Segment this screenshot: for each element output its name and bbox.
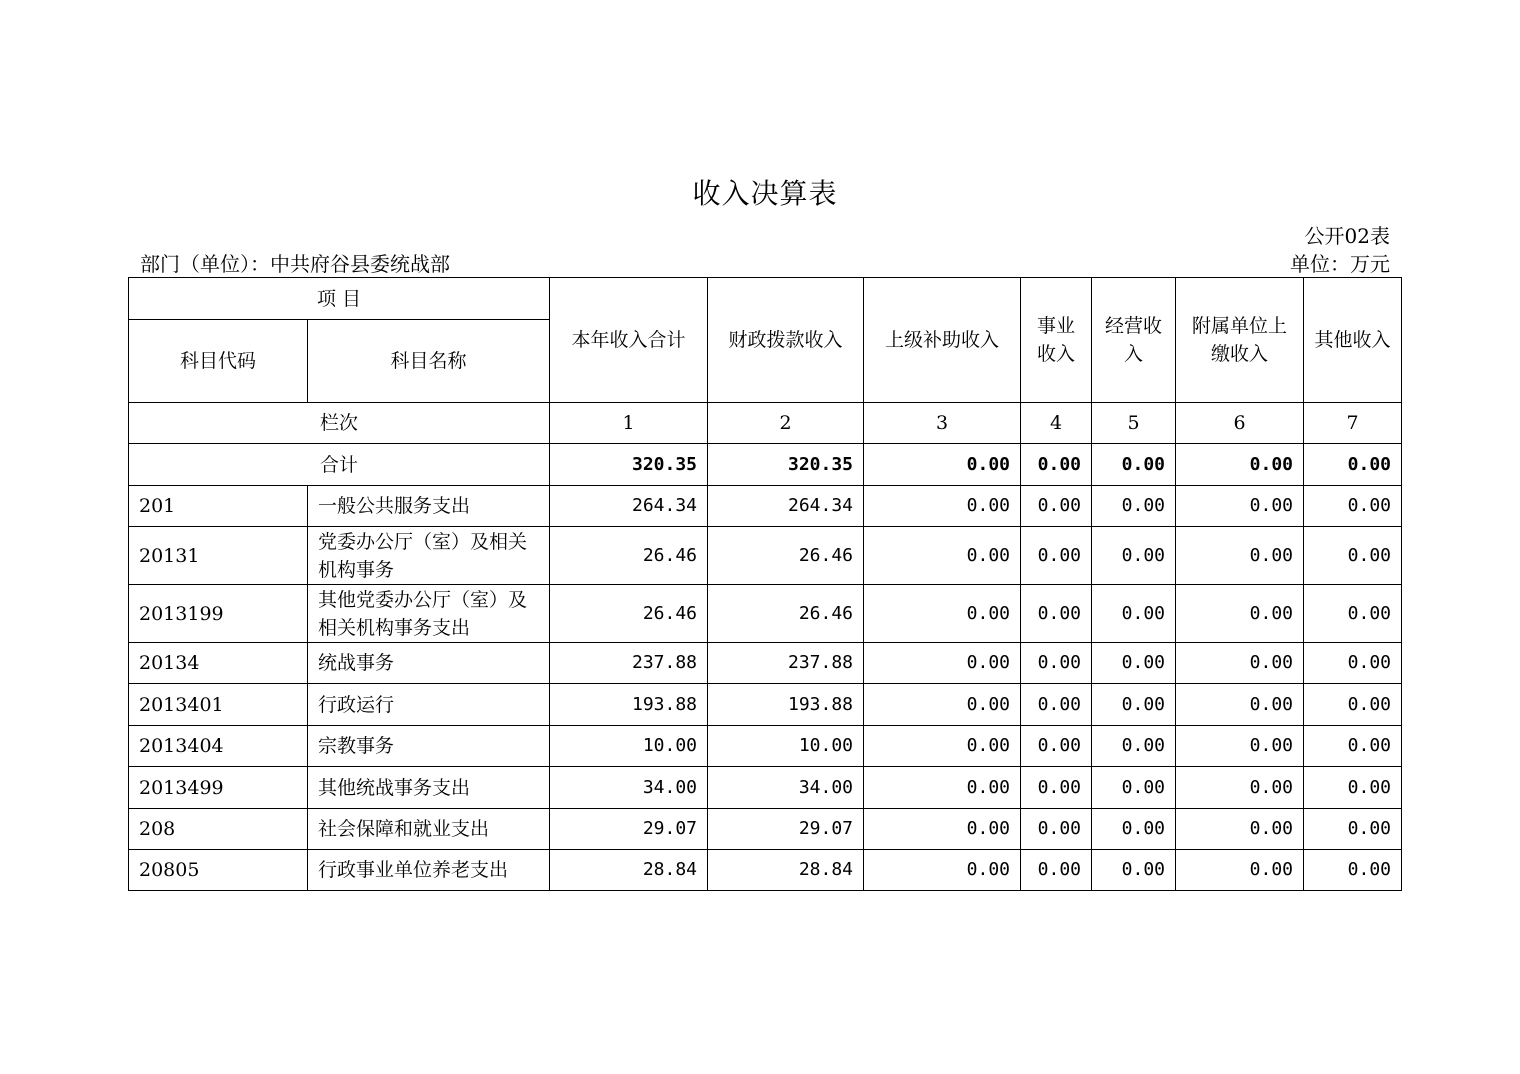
- amount-cell: 0.00: [1304, 726, 1402, 767]
- table-row: [129, 527, 1402, 585]
- column-number: 4: [1021, 403, 1092, 444]
- amount-cell: 0.00: [1092, 585, 1176, 643]
- income-table: [128, 277, 1402, 891]
- amount-cell: 0.00: [864, 585, 1021, 643]
- header-project: 项 目: [129, 278, 550, 320]
- amount-cell: 0.00: [864, 527, 1021, 585]
- column-number: 7: [1304, 403, 1402, 444]
- subject-name: 统战事务: [308, 643, 550, 684]
- amount-cell: 237.88: [708, 643, 864, 684]
- amount-cell: 0.00: [864, 809, 1021, 850]
- amount-cell: 26.46: [708, 585, 864, 643]
- unit-label: 单位：万元: [1290, 252, 1390, 276]
- amount-cell: 0.00: [1021, 643, 1092, 684]
- subject-name: 党委办公厅（室）及相关机构事务: [308, 527, 550, 585]
- amount-cell: 10.00: [708, 726, 864, 767]
- amount-cell: 237.88: [550, 643, 708, 684]
- subject-code: 20131: [129, 527, 308, 585]
- column-number: 2: [708, 403, 864, 444]
- amount-cell: 10.00: [550, 726, 708, 767]
- subject-code: 208: [129, 809, 308, 850]
- table-row: [129, 643, 1402, 684]
- header-superior-subsidy: 上级补助收入: [864, 278, 1021, 403]
- column-number: 3: [864, 403, 1021, 444]
- amount-cell: 0.00: [1176, 809, 1304, 850]
- amount-cell: 0.00: [1304, 585, 1402, 643]
- subject-code: 2013404: [129, 726, 308, 767]
- amount-cell: 0.00: [1092, 684, 1176, 726]
- amount-cell: 0.00: [1176, 850, 1304, 891]
- amount-cell: 29.07: [550, 809, 708, 850]
- total-label: 合计: [129, 444, 550, 486]
- amount-cell: 0.00: [1176, 643, 1304, 684]
- amount-cell: 0.00: [1176, 767, 1304, 809]
- subject-code: 20134: [129, 643, 308, 684]
- amount-cell: 29.07: [708, 809, 864, 850]
- page-title: 收入决算表: [692, 177, 838, 210]
- amount-cell: 0.00: [1021, 486, 1092, 527]
- amount-cell: 28.84: [550, 850, 708, 891]
- amount-cell: 0.00: [1021, 850, 1092, 891]
- amount-cell: 193.88: [550, 684, 708, 726]
- total-value: 320.35: [550, 444, 708, 486]
- amount-cell: 0.00: [1021, 684, 1092, 726]
- column-number: 6: [1176, 403, 1304, 444]
- total-value: 0.00: [1092, 444, 1176, 486]
- table-row: [129, 726, 1402, 767]
- amount-cell: 0.00: [1021, 809, 1092, 850]
- subject-code: 2013401: [129, 684, 308, 726]
- amount-cell: 0.00: [1304, 850, 1402, 891]
- header-total-income: 本年收入合计: [550, 278, 708, 403]
- total-value: 0.00: [864, 444, 1021, 486]
- amount-cell: 0.00: [1176, 585, 1304, 643]
- amount-cell: 0.00: [864, 643, 1021, 684]
- table-row: [129, 585, 1402, 643]
- column-number: 5: [1092, 403, 1176, 444]
- subject-name: 宗教事务: [308, 726, 550, 767]
- total-value: 0.00: [1304, 444, 1402, 486]
- amount-cell: 0.00: [864, 684, 1021, 726]
- total-row: [129, 444, 1402, 486]
- amount-cell: 26.46: [550, 527, 708, 585]
- amount-cell: 264.34: [708, 486, 864, 527]
- amount-cell: 0.00: [864, 767, 1021, 809]
- amount-cell: 0.00: [1092, 809, 1176, 850]
- header-operating-income: 经营收入: [1092, 278, 1176, 403]
- table-row: [129, 767, 1402, 809]
- column-number-label: 栏次: [129, 403, 550, 444]
- amount-cell: 0.00: [1092, 527, 1176, 585]
- subject-code: 2013499: [129, 767, 308, 809]
- subject-name: 一般公共服务支出: [308, 486, 550, 527]
- amount-cell: 0.00: [1304, 643, 1402, 684]
- subject-code: 20805: [129, 850, 308, 891]
- amount-cell: 0.00: [1304, 486, 1402, 527]
- amount-cell: 28.84: [708, 850, 864, 891]
- amount-cell: 26.46: [550, 585, 708, 643]
- amount-cell: 0.00: [1176, 486, 1304, 527]
- total-value: 0.00: [1021, 444, 1092, 486]
- form-number: 公开02表: [1304, 224, 1390, 248]
- subject-name: 社会保障和就业支出: [308, 809, 550, 850]
- subject-name: 行政运行: [308, 684, 550, 726]
- amount-cell: 0.00: [1021, 726, 1092, 767]
- amount-cell: 0.00: [1092, 643, 1176, 684]
- subject-code: 2013199: [129, 585, 308, 643]
- table-row: [129, 850, 1402, 891]
- amount-cell: 0.00: [1304, 809, 1402, 850]
- header-name: 科目名称: [308, 320, 550, 403]
- amount-cell: 0.00: [1176, 684, 1304, 726]
- table-row: [129, 809, 1402, 850]
- table-row: [129, 486, 1402, 527]
- header-other-income: 其他收入: [1304, 278, 1402, 403]
- amount-cell: 26.46: [708, 527, 864, 585]
- subject-name: 其他统战事务支出: [308, 767, 550, 809]
- amount-cell: 0.00: [1021, 527, 1092, 585]
- header-affiliate-income: 附属单位上缴收入: [1176, 278, 1304, 403]
- column-number-row: [129, 403, 1402, 444]
- column-number: 1: [550, 403, 708, 444]
- header-code: 科目代码: [129, 320, 308, 403]
- amount-cell: 0.00: [1304, 684, 1402, 726]
- amount-cell: 193.88: [708, 684, 864, 726]
- amount-cell: 34.00: [708, 767, 864, 809]
- amount-cell: 0.00: [1092, 767, 1176, 809]
- amount-cell: 0.00: [864, 850, 1021, 891]
- amount-cell: 0.00: [1304, 767, 1402, 809]
- amount-cell: 0.00: [1092, 486, 1176, 527]
- amount-cell: 0.00: [1021, 585, 1092, 643]
- amount-cell: 0.00: [1021, 767, 1092, 809]
- amount-cell: 0.00: [1176, 726, 1304, 767]
- amount-cell: 0.00: [864, 486, 1021, 527]
- amount-cell: 0.00: [1304, 527, 1402, 585]
- amount-cell: 264.34: [550, 486, 708, 527]
- total-value: 320.35: [708, 444, 864, 486]
- amount-cell: 0.00: [1092, 726, 1176, 767]
- subject-name: 行政事业单位养老支出: [308, 850, 550, 891]
- header-fiscal-income: 财政拨款收入: [708, 278, 864, 403]
- department-label: 部门（单位）：中共府谷县委统战部: [140, 252, 450, 276]
- header-business-income: 事业收入: [1021, 278, 1092, 403]
- subject-code: 201: [129, 486, 308, 527]
- amount-cell: 0.00: [1176, 527, 1304, 585]
- amount-cell: 0.00: [864, 726, 1021, 767]
- subject-name: 其他党委办公厅（室）及相关机构事务支出: [308, 585, 550, 643]
- table-row: [129, 684, 1402, 726]
- amount-cell: 34.00: [550, 767, 708, 809]
- amount-cell: 0.00: [1092, 850, 1176, 891]
- total-value: 0.00: [1176, 444, 1304, 486]
